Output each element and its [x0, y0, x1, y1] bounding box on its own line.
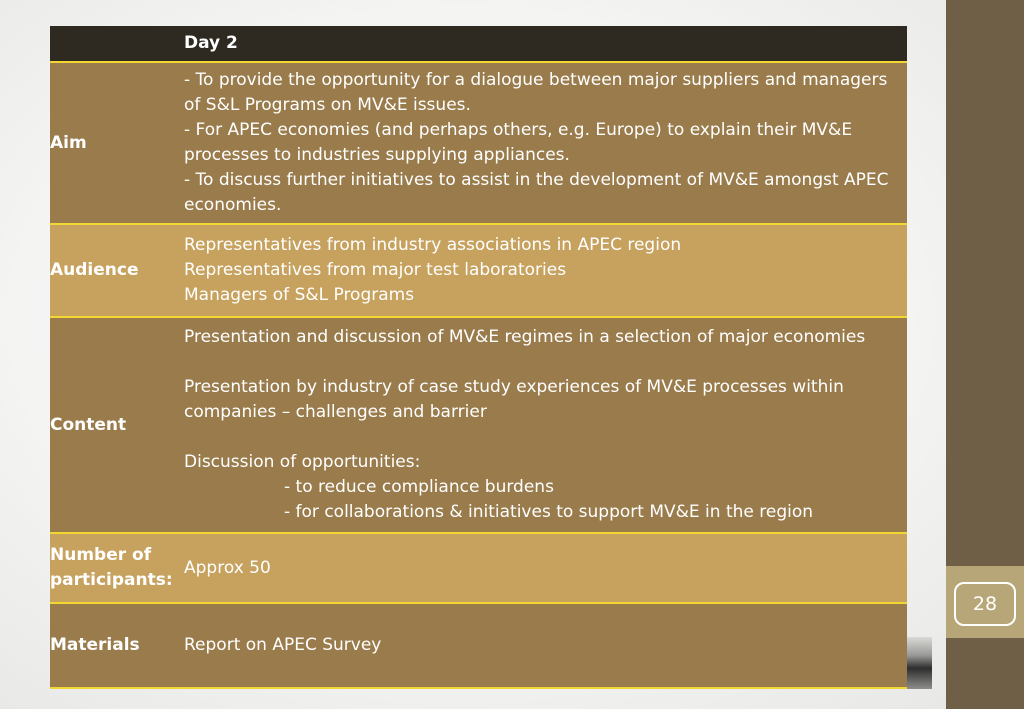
content-bullet: - for collaborations & initiatives to support MV&E in the region	[284, 502, 814, 522]
participants-label-line: participants:	[50, 570, 173, 590]
materials-label: Materials	[50, 603, 184, 688]
audience-line: Representatives from industry associations in APEC region	[184, 235, 682, 255]
header-empty-cell	[50, 26, 184, 62]
aim-line: - To discuss further initiatives to assist in the development of MV&E amongst APEC	[184, 170, 889, 190]
aim-line: - For APEC economies (and perhaps others, e.g. Europe) to explain their MV&E	[184, 120, 853, 140]
content-line: Presentation and discussion of MV&E regimes in a selection of major economies	[184, 327, 866, 347]
content-spacer	[184, 350, 907, 375]
page-number: 28	[954, 582, 1016, 626]
day-heading: Day 2	[184, 26, 907, 62]
aim-row	[50, 62, 907, 224]
aim-label: Aim	[50, 62, 184, 224]
aim-line: - To provide the opportunity for a dialogue between major suppliers and managers	[184, 70, 888, 90]
photo-thumbnail	[906, 637, 932, 689]
content-bullet: - to reduce compliance burdens	[284, 477, 554, 497]
aim-content	[184, 62, 907, 224]
content-row	[50, 317, 907, 533]
materials-value: Report on APEC Survey	[184, 603, 907, 688]
content-line: Presentation by industry of case study experiences of MV&E processes within	[184, 377, 844, 397]
content-line: Discussion of opportunities:	[184, 452, 421, 472]
content-content	[184, 317, 907, 533]
aim-line: of S&L Programs on MV&E issues.	[184, 95, 471, 115]
participants-label	[50, 533, 184, 603]
content-label: Content	[50, 317, 184, 533]
participants-label-line: Number of	[50, 545, 152, 565]
audience-line: Representatives from major test laboratories	[184, 260, 567, 280]
participants-value: Approx 50	[184, 533, 907, 603]
audience-row	[50, 224, 907, 317]
audience-content	[184, 224, 907, 317]
materials-row	[50, 603, 907, 688]
participants-row	[50, 533, 907, 603]
content-spacer	[184, 425, 907, 450]
audience-label: Audience	[50, 224, 184, 317]
aim-line: processes to industries supplying appliances.	[184, 145, 570, 165]
table-header-row	[50, 26, 907, 62]
agenda-table	[50, 26, 907, 689]
aim-line: economies.	[184, 195, 282, 215]
audience-line: Managers of S&L Programs	[184, 285, 415, 305]
content-line: companies – challenges and barrier	[184, 402, 487, 422]
